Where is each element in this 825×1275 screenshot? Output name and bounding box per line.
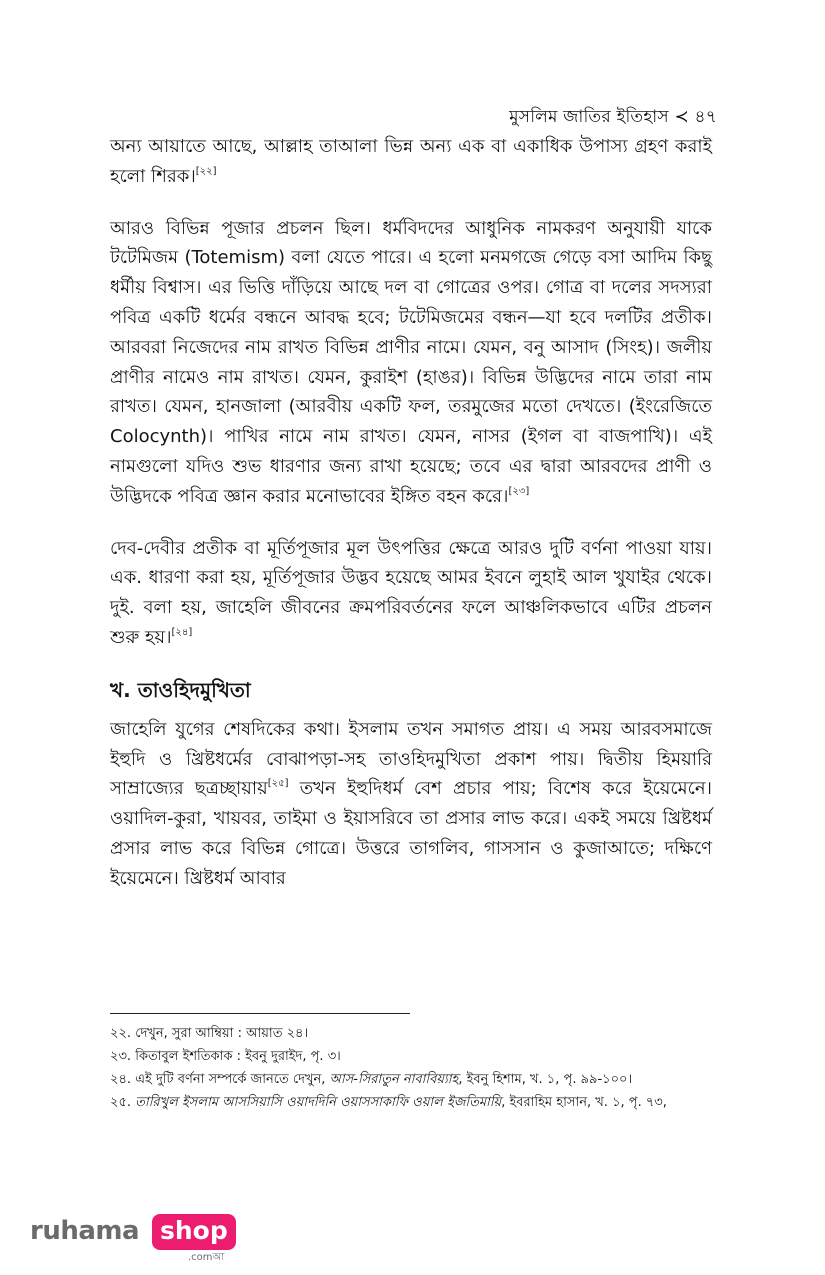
- paragraph-text: দেব-দেবীর প্রতীক বা মূর্তিপূজার মূল উৎপত্তির ক্ষেত্রে আরও দুটি বর্ণনা পাওয়া যায়। এক. ধারণা করা হয়, মূর্তিপূজার উদ্ভব হয়েছে আমর ইবনে লুহাই আল খুযাইর থেকে। দুই. বলা হয়, জাহেলি জীবনের ক্রমপরিবর্তনের ফলে আঞ্চলিকভাবে এটির প্রচলন শুরু হয়।: [110, 537, 712, 648]
- footnote-25: [110, 1091, 712, 1114]
- paragraph-text: তখন ইহুদিধর্ম বেশ প্রচার পায়; বিশেষ করে ইয়েমেনে। ওয়াদিল-কুরা, খায়বর, তাইমা ও ইয়াসরিবে তা প্রসার লাভ করে। একই সময়ে খ্রিষ্টধর্ম প্রসার লাভ করে বিভিন্ন গোত্রে। উত্তরে তাগলিব, গাসসান ও কুজাআতে; দক্ষিণে ইয়েমেনে। খ্রিষ্টধর্ম আবার: [110, 778, 712, 889]
- logo-shop-badge: [152, 1214, 236, 1250]
- body-text: [110, 132, 712, 916]
- footnote-number: ২৩.: [110, 1049, 132, 1064]
- logo-shop-text: shop: [160, 1216, 228, 1245]
- running-header: মুসলিম জাতির ইতিহাস ≺ ৪৭: [509, 107, 717, 127]
- paragraph-2: [110, 214, 712, 512]
- footnote-number: ২৫.: [110, 1095, 132, 1110]
- logo-wordmark: ruhama: [30, 1216, 140, 1246]
- paragraph-3: [110, 534, 712, 653]
- footnotes: [110, 1022, 712, 1114]
- footnote-ref[interactable]: [২৪]: [171, 626, 193, 638]
- footnote-text: কিতাবুল ইশতিকাক : ইবনু দুরাইদ, পৃ. ৩।: [135, 1049, 341, 1064]
- footnote-divider: [110, 1013, 410, 1014]
- ruhamashop-logo[interactable]: [30, 1210, 230, 1263]
- book-title: তারিখুল ইসলাম আসসিয়াসি ওয়াদদিনি ওয়াসসাকাফি ওয়াল ইজতিমায়ি: [135, 1095, 502, 1110]
- footnote-22: [110, 1022, 712, 1045]
- paragraph-text: অন্য আয়াতে আছে, আল্লাহ তাআলা ভিন্ন অন্য এক বা একাধিক উপাস্য গ্রহণ করাই হলো শিরক।: [110, 136, 712, 187]
- footnote-ref[interactable]: [২৩]: [508, 485, 530, 497]
- book-title: আস-সিরাতুন নাবাবিয়্যাহ: [329, 1072, 459, 1087]
- paragraph-4: [110, 715, 712, 894]
- footnote-ref[interactable]: [২২]: [195, 165, 217, 177]
- paragraph-1: [110, 132, 712, 192]
- logo-domain: .comআ: [188, 1252, 225, 1263]
- footnote-number: ২২.: [110, 1026, 132, 1041]
- section-heading: খ. তাওহিদমুখিতা: [110, 677, 251, 702]
- footnote-text: এই দুটি বর্ণনা সম্পর্কে জানতে দেখুন,: [135, 1072, 330, 1087]
- footnote-23: [110, 1045, 712, 1068]
- footnote-text: , ইবরাহিম হাসান, খ. ১, পৃ. ৭৩,: [501, 1095, 667, 1110]
- paragraph-text: আরও বিভিন্ন পূজার প্রচলন ছিল। ধর্মবিদদের আধুনিক নামকরণ অনুযায়ী যাকে টটেমিজম (Totemism) বলা যেতে পারে। এ হলো মনমগজে গেড়ে বসা আদিম কিছু ধর্মীয় বিশ্বাস। এর ভিত্তি দাঁড়িয়ে আছে দল বা গোত্রের ওপর। গোত্র বা দলের সদস্যরা পবিত্র একটি ধর্মের বন্ধনে আবদ্ধ হবে; টটেমিজমের বন্ধন—যা হবে দলটির প্রতীক। আরবরা নিজেদের নাম রাখত বিভিন্ন প্রাণীর নামে। যেমন, বনু আসাদ (সিংহ)। জলীয় প্রাণীর নামেও নাম রাখত। যেমন, কুরাইশ (হাঙর)। বিভিন্ন উদ্ভিদের নামে তারা নাম রাখত। যেমন, হানজালা (আরবীয় একটি ফল, তরমুজের মতো দেখতে। (ইংরেজিতে Colocynth)। পাখির নামে নাম রাখত। যেমন, নাসর (ইগল বা বাজপাখি)। এই নামগুলো যদিও শুভ ধারণার জন্য রাখা হয়েছে; তবে এর দ্বারা আরবদের প্রাণী ও উদ্ভিদকে পবিত্র জ্ঞান করার মনোভাবের ইঙ্গিত বহন করে।: [110, 217, 712, 507]
- footnote-text: , ইবনু হিশাম, খ. ১, পৃ. ৯৯-১০০।: [458, 1072, 633, 1087]
- footnote-number: ২৪.: [110, 1072, 132, 1087]
- footnote-24: [110, 1068, 712, 1091]
- footnote-ref[interactable]: [২৫]: [267, 778, 289, 790]
- footnote-text: দেখুন, সুরা আম্বিয়া : আয়াত ২৪।: [135, 1026, 309, 1041]
- paragraph-text: জাহেলি যুগের শেষদিকের কথা। ইসলাম তখন সমাগত প্রায়। এ সময় আরবসমাজে ইহুদি ও খ্রিষ্টধর্মের বোঝাপড়া-সহ তাওহিদমুখিতা প্রকাশ পায়। দ্বিতীয় হিময়ারি সাম্রাজ্যের ছত্রচ্ছায়ায়: [110, 718, 712, 800]
